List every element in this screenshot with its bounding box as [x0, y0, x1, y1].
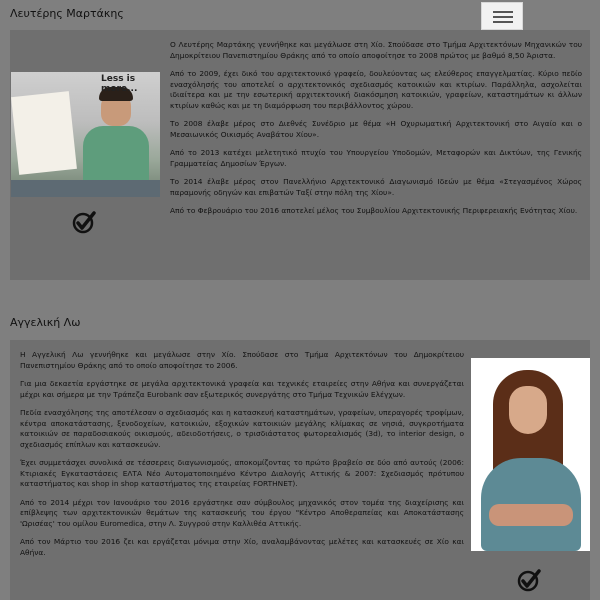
- bio-paragraph: Πεδία ενασχόλησης της αποτέλεσαν ο σχεδιασμός και η κατασκευή καταστημάτων, γραφείων, υπεραγορές τροφίμων, κέντρα αποκατάστασης, ξενοδοχείων, κατοικιών, εξοχικών κατοικιών μεγάλης κλίμακας σε νησιά, συγκροτήματα κατοικιών σε παραδοσιακούς οικισμούς, αδειοδοτήσεις, ο τρισδιάστατος φωτορεαλισμός (3d), το interior design, ο σχεδιασμός επίπλων και κατασκευών.: [20, 408, 464, 449]
- hamburger-icon: [493, 16, 513, 18]
- person2-bio: [20, 350, 464, 566]
- check-badge-icon: [71, 208, 99, 236]
- bio-paragraph: Από το 2014 μέχρι τον Ιανουάριο του 2016 εργάστηκε σαν σύμβουλος μηχανικός στον τομέα της διαχείρισης και επίβλεψης των αρχιτεκτονικών θεμάτων της κατασκευής του έργου "Κέντρο Αποθεραπείας και Αποκατάστασης 'Ωρισέας' του ομίλου Euromedica, στην Λ. Συγγρού στην Καλλιθέα Αττικής.: [20, 497, 464, 528]
- top-bar: [0, 0, 600, 30]
- menu-toggle-button[interactable]: [481, 2, 523, 30]
- bio-paragraph: Για μια δεκαετία εργάστηκε σε μεγάλα αρχιτεκτονικά γραφεία και τεχνικές εταιρείες στην Αθήνα και συνεργάζεται μέχρι και σήμερα με την Τράπεζα Eurobank σαν εξωτερικός συνεργάτης στο Τμήμα Τεχνικών Ελέγχων.: [20, 379, 464, 399]
- bio-paragraph: Έχει συμμετάσχει συνολικά σε τέσσερεις διαγωνισμούς, αποκομίζοντας το πρώτο βραβείο σε δύο από αυτούς (2006: Κτιριακές Εγκαταστάσεις ΕΛΤΑ Νέο Αυτοματοποιημένο Κέντρο Διαλογής Αττικής & 2007: Σχεδιασμός πρότυπου καταστήματος και shop in shop καταστήματος της εταιρείας FORTHNET).: [20, 458, 464, 488]
- bio-paragraph: Ο Λευτέρης Μαρτάκης γεννήθηκε και μεγάλωσε στη Χίο. Σπούδασε στο Τμήμα Αρχιτεκτόνων Μηχανικών του Δημοκρίτειου Πανεπιστημίου Θράκης από το οποίο αποφοίτησε το 2008 πρώτος με βαθμό 8,50 Άριστα.: [170, 40, 582, 60]
- person1-bio: [170, 40, 582, 225]
- photo-shirt: [83, 126, 149, 186]
- photo-book: [11, 91, 77, 175]
- bio-paragraph: Το 2014 έλαβε μέρος στον Πανελλήνιο Αρχιτεκτονικό Διαγωνισμό Ιδεών με θέμα «Στεγασμένος Χώρος παραμονής οδηγών και επιβατών Ταξί στην πόλη της Χίου».: [170, 177, 582, 197]
- person1-photo: [11, 72, 160, 197]
- bio-paragraph: Η Αγγελική Λω γεννήθηκε και μεγάλωσε στην Χίο. Σπούδασε στο Τμήμα Αρχιτεκτόνων του Δημοκρίτειου Πανεπιστημίου Θράκης από το οποίο αποφοίτησε το 2006.: [20, 350, 464, 370]
- hamburger-icon: [493, 11, 513, 13]
- bio-paragraph: Από το Φεβρουάριο του 2016 αποτελεί μέλος του Συμβουλίου Αρχιτεκτονικής Περιφερειακής Ενότητας Χίου.: [170, 206, 578, 215]
- person1-name: Λευτέρης Μαρτάκης: [10, 7, 124, 20]
- person2-card: [10, 340, 590, 600]
- check-badge-icon: [516, 566, 544, 594]
- bio-paragraph: Από το 2009, έχει δικό του αρχιτεκτονικό γραφείο, δουλεύοντας ως ελεύθερος επαγγελματίας. Κύριο πεδίο ενασχόλησής του αποτελεί ο αρχιτεκτονικός σχεδιασμός κατοικιών και κτιρίων. Παράλληλα, ασχολείται ιδιαίτερα και με την εσωτερική αρχιτεκτονική διακόσμηση κατοικιών, γραφείων, καταστημάτων κι άλλων κτιρίων καθώς και με τη διαμόρφωση του περιβάλλοντος χώρου.: [170, 69, 582, 110]
- person2-photo: [471, 358, 590, 551]
- photo-slogan: Less is more...: [101, 74, 138, 94]
- photo-arms: [489, 504, 573, 526]
- photo-desk: [11, 180, 160, 197]
- photo-face: [509, 386, 547, 434]
- hamburger-icon: [493, 21, 513, 23]
- bio-paragraph: Από τον Μάρτιο του 2016 ζει και εργάζεται μόνιμα στην Χίο, αναλαμβάνοντας μελέτες και κατασκευές σε Χίο και Αθήνα.: [20, 537, 464, 557]
- person1-card: [10, 30, 590, 280]
- bio-paragraph: Από το 2013 κατέχει μελετητικό πτυχίο του Υπουργείου Υποδομών, Μεταφορών και Δικτύων, της Γενικής Γραμματείας Δημοσίων Έργων.: [170, 148, 582, 168]
- bio-paragraph: Το 2008 έλαβε μέρος στο Διεθνές Συνέδριο με θέμα «Η Οχυρωματική Αρχιτεκτονική στο Αιγαίο και ο Μεσαιωνικός Οικισμός Αναβάτου Χίου».: [170, 119, 582, 139]
- person2-name: Αγγελική Λω: [10, 316, 81, 329]
